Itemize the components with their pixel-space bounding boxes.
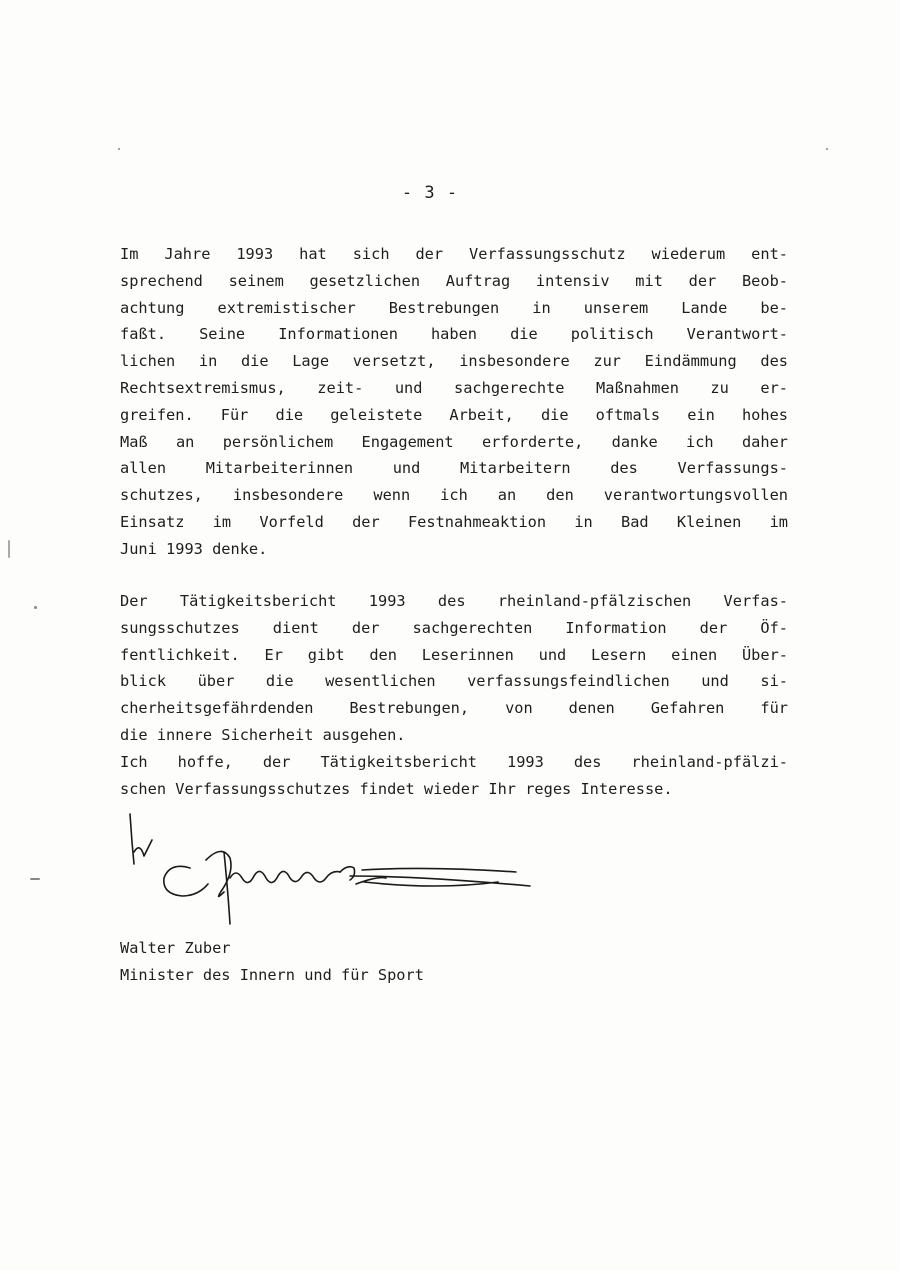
text-line: Einsatz im Vorfeld der Festnahmeaktion in Bad Kleinen im — [120, 512, 788, 531]
text-line: blick über die wesentlichen verfassungsfeindlichen und si- — [120, 672, 788, 691]
scan-speck — [30, 878, 40, 880]
signatory-name: Walter Zuber — [120, 939, 231, 957]
text-line: die innere Sicherheit ausgehen. — [120, 725, 406, 744]
text-line: sprechend seinem gesetzlichen Auftrag intensiv mit der Beob- — [120, 271, 788, 290]
text-line: faßt. Seine Informationen haben die politisch Verantwort- — [120, 325, 788, 344]
text-line: allen Mitarbeiterinnen und Mitarbeitern des Verfassungs- — [120, 459, 788, 478]
text-line: schutzes, insbesondere wenn ich an den verantwortungsvollen — [120, 486, 788, 505]
text-line: Juni 1993 denke. — [120, 539, 268, 558]
text-line: lichen in die Lage versetzt, insbesondere zur Eindämmung des — [120, 352, 788, 371]
text-line: schen Verfassungsschutzes findet wieder Ihr reges Interesse. — [120, 779, 673, 798]
text-line: Rechtsextremismus, zeit- und sachgerechte Maßnahmen zu er- — [120, 378, 788, 397]
scan-speck — [118, 148, 120, 150]
paragraph-1 — [120, 241, 788, 563]
text-line: fentlichkeit. Er gibt den Leserinnen und Lesern einen Über- — [120, 645, 788, 664]
paragraph-2 — [120, 588, 788, 802]
text-line: Der Tätigkeitsbericht 1993 des rheinland-pfälzischen Verfas- — [120, 592, 788, 610]
scan-speck — [34, 606, 37, 609]
text-line: sungsschutzes dient der sachgerechten Information der Öf- — [120, 618, 788, 637]
scan-speck — [826, 148, 828, 150]
page-number: - 3 - — [401, 183, 459, 203]
signatory-title: Minister des Innern und für Sport — [120, 966, 424, 984]
text-line: greifen. Für die geleistete Arbeit, die oftmals ein hohes — [120, 405, 788, 424]
text-line: cherheitsgefährdenden Bestrebungen, von denen Gefahren für — [120, 699, 788, 718]
scan-speck — [8, 540, 10, 558]
text-line: Ich hoffe, der Tätigkeitsbericht 1993 des rheinland-pfälzi- — [120, 752, 788, 771]
text-line: achtung extremistischer Bestrebungen in unserem Lande be- — [120, 298, 788, 317]
text-line: Maß an persönlichem Engagement erforderte, danke ich daher — [120, 432, 788, 451]
text-line: Im Jahre 1993 hat sich der Verfassungsschutz wiederum ent- — [120, 245, 788, 263]
signatory-block — [120, 935, 424, 989]
handwritten-signature-icon — [118, 812, 548, 932]
